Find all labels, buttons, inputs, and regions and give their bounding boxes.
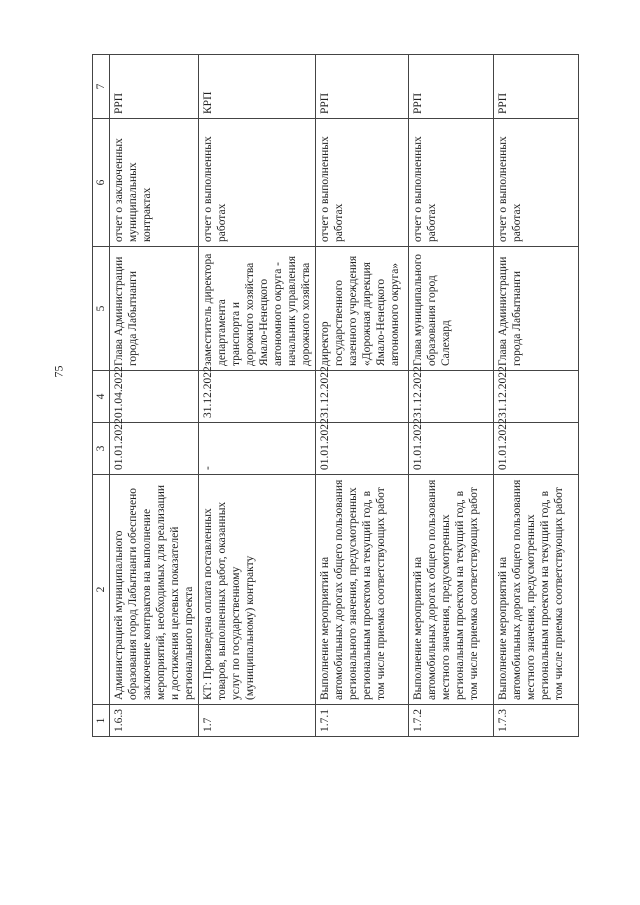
row-end-date: 31.12.2022 <box>199 371 316 423</box>
row-number: 1.7 <box>199 705 316 737</box>
table-row <box>199 55 316 737</box>
row-description: Выполнение мероприятий на автомобильных дорогах общего пользования местного значения, предусмотренных региональным проектом на текущий год, в том числе приемка соответствующих работ <box>494 475 579 705</box>
row-level: РРП <box>494 55 579 119</box>
row-description: КТ: Произведена оплата поставленных товаров, выполненных работ, оказанных услуг по государственному (муниципальному) контракту <box>199 475 316 705</box>
row-responsible: директор государственного казенного учреждения «Дорожная дирекция Ямало-Ненецкого автономного округа» <box>316 247 409 371</box>
row-number: 1.7.1 <box>316 705 409 737</box>
plan-table <box>92 54 579 737</box>
column-header: 5 <box>93 247 110 371</box>
row-result: отчет о выполненных работах <box>316 119 409 247</box>
rotated-content <box>92 55 640 737</box>
table-row <box>316 55 409 737</box>
row-end-date: 31.12.2022 <box>494 371 579 423</box>
row-result: отчет о выполненных работах <box>494 119 579 247</box>
row-level: КРП <box>199 55 316 119</box>
column-header: 2 <box>93 475 110 705</box>
row-result: отчет о заключенных муниципальных контрактах <box>110 119 199 247</box>
row-responsible: заместитель директора департамента транспорта и дорожного хозяйства Ямало-Ненецкого автономного округа - начальник управления дорожного хозяйства <box>199 247 316 371</box>
table-row <box>409 55 494 737</box>
page-number: 75 <box>51 365 66 378</box>
row-start-date: 01.01.2022 <box>409 423 494 475</box>
column-header: 7 <box>93 55 110 119</box>
row-end-date: 01.04.2022 <box>110 371 199 423</box>
row-end-date: 31.12.2022 <box>316 371 409 423</box>
row-result: отчет о выполненных работах <box>199 119 316 247</box>
table-row <box>494 55 579 737</box>
row-level: РРП <box>316 55 409 119</box>
row-result: отчет о выполненных работах <box>409 119 494 247</box>
row-start-date: 01.01.2022 <box>316 423 409 475</box>
header-row <box>93 55 110 737</box>
row-level: РРП <box>110 55 199 119</box>
table-row <box>110 55 199 737</box>
row-description: Выполнение мероприятий на автомобильных дорогах общего пользования местного значения, предусмотренных региональным проектом на текущий год, в том числе приемка соответствующих работ <box>409 475 494 705</box>
row-responsible: Глава муниципального образования город Салехард <box>409 247 494 371</box>
row-start-date: 01.01.2022 <box>110 423 199 475</box>
rotated-page <box>92 55 640 737</box>
column-header: 4 <box>93 371 110 423</box>
row-end-date: 31.12.2022 <box>409 371 494 423</box>
row-number: 1.7.3 <box>494 705 579 737</box>
row-responsible: Глава Администрации города Лабытнанги <box>494 247 579 371</box>
column-header: 6 <box>93 119 110 247</box>
row-level: РРП <box>409 55 494 119</box>
row-number: 1.6.3 <box>110 705 199 737</box>
row-start-date: 01.01.2022 <box>494 423 579 475</box>
column-header: 1 <box>93 705 110 737</box>
row-responsible: Глава Администрации города Лабытнанги <box>110 247 199 371</box>
row-description: Выполнение мероприятий на автомобильных дорогах общего пользования регионального значения, предусмотренных региональным проектом на текущий год, в том числе приемка соответствующих работ <box>316 475 409 705</box>
row-description: Администрацией муниципального образования город Лабытнанги обеспечено заключение контрактов на выполнение мероприятий, необходимых для реализации и достижения целевых показателей регионального проекта <box>110 475 199 705</box>
row-start-date: - <box>199 423 316 475</box>
column-header: 3 <box>93 423 110 475</box>
row-number: 1.7.2 <box>409 705 494 737</box>
